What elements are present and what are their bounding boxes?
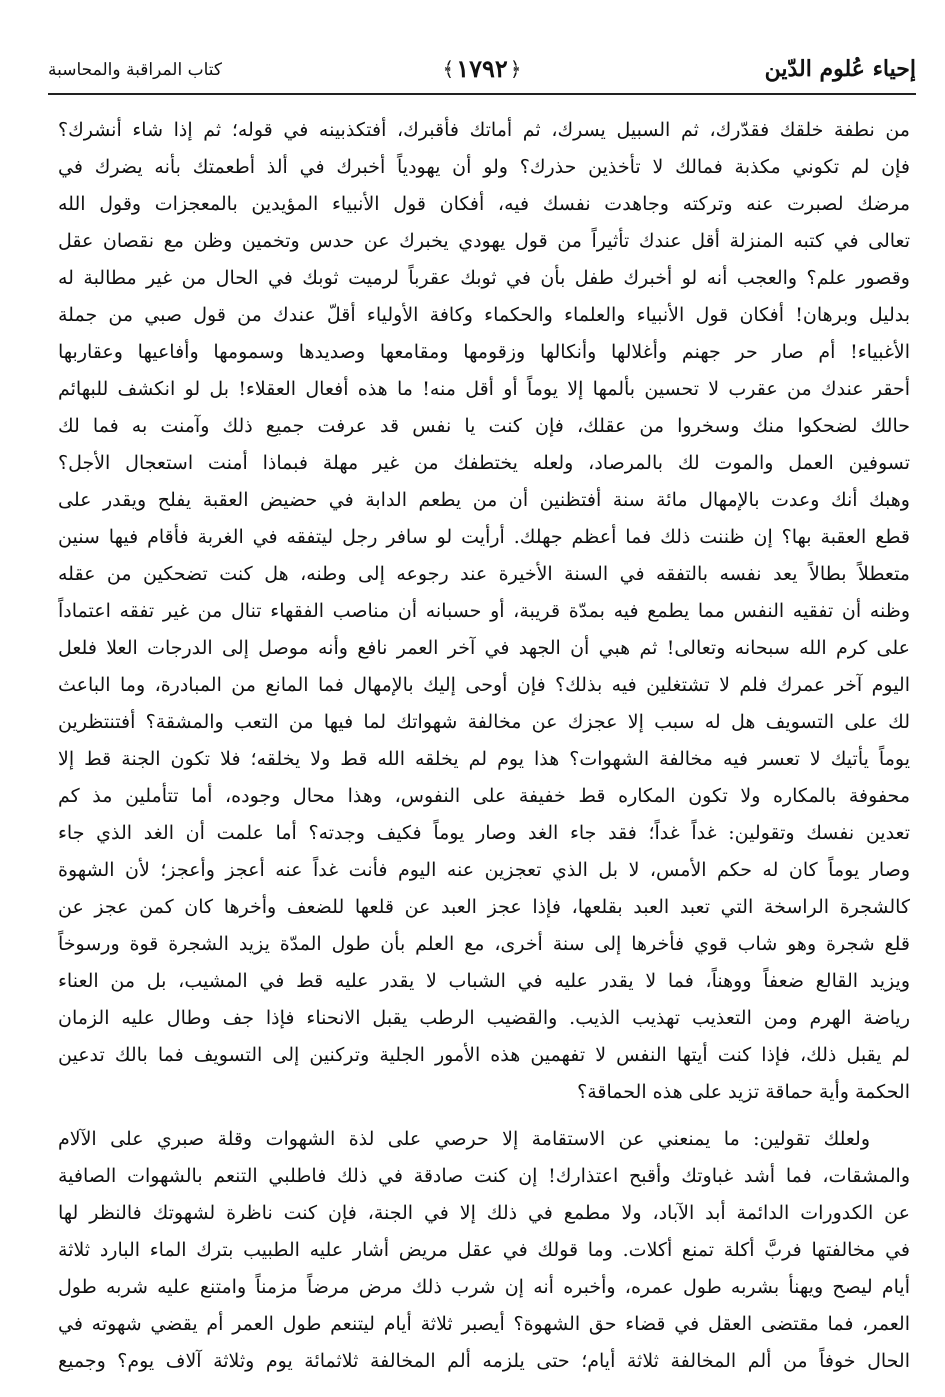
text-line: متعطلاً بطالاً يعد نفسه بالتفقه في السنة الأخيرة عند رجوعه إلى وطنه، هل كنت تضحكين من عقله (58, 563, 910, 585)
text-line: الحكمة وأية حماقة تزيد على هذه الحماقة؟ (577, 1081, 910, 1103)
text-line: أيام ليصح ويهنأ بشربه طول عمره، وأخبره أنه إن شرب ذلك مرض مرضاً مزمناً وامتنع عليه شربه طول (58, 1276, 910, 1298)
text-line: وهبك أنك وعدت بالإمهال مائة سنة أفتظنين أن من يطعم الدابة في حضيض العقبة يفلح ويقدر على (58, 489, 910, 511)
page-number: ١٧٩٢ (456, 54, 508, 83)
text-line: أحقر عندك من عقرب لا تحسين بألمها إلا يوماً أو أقل منه! ما هذه أفعال العقلاء! بل لو انكشف للبهائم (58, 378, 910, 400)
text-line: اليوم آخر عمرك فلم لا تشتغلين فيه بذلك؟ فإن أوحى إليك بالإمهال فما المانع من المبادرة، وما الباعث (58, 674, 910, 696)
header-divider (48, 93, 916, 95)
text-line: لك على التسويف هل له سبب إلا عجزك عن مخالفة شهواتك لما فيها من التعب والمشقة؟ أفتنتظرين (58, 711, 910, 733)
page-number-block (441, 54, 524, 83)
ornament-bracket-right: ﴿ (509, 57, 522, 81)
paragraph (58, 112, 910, 1111)
page-header (48, 50, 916, 94)
text-line: تسوفين العمل والموت لك بالمرصاد، ولعله يختطفك من غير مهلة فبماذا أمنت استعجال الأجل؟ (58, 452, 910, 474)
text-line: محفوفة بالمكاره ولا تكون المكاره قط خفيفة على النفوس، وهذا محال وجوده، أما تتأملين مذ كم (58, 785, 910, 807)
text-line: وظنه أن تفقيه النفس مما يطمع فيه بمدّة قريبة، أو حسبانه أن مناصب الفقهاء تنال من غير تفقه اعتماداً (58, 600, 910, 622)
text-line: مرضك لصبرت عنه وتركته وجاهدت نفسك فيه، أفكان قول الأنبياء المؤيدين بالمعجزات وقول الله (58, 193, 910, 215)
text-line: ويزيد القالع ضعفاً ووهناً، فما لا يقدر عليه في الشباب لا يقدر عليه قط في المشيب، بل من العناء (58, 970, 910, 992)
paragraph-gap (58, 1111, 910, 1121)
text-line: تعالى في كتبه المنزلة أقل عندك تأثيراً من قول يهودي يخبرك عن حدس وتخمين وظن مع نقصان عقل (58, 230, 910, 252)
text-line: فإن لم تكوني مكذبة فمالك لا تأخذين حذرك؟ ولو أن يهودياً أخبرك في ألذ أطعمتك بأنه يضرك في (58, 156, 910, 178)
text-line: رياضة الهرم ومن التعذيب تهذيب الذيب. والقضيب الرطب يقبل الانحناء فإذا جف وطال عليه الزمان (58, 1007, 910, 1029)
section-title: كتاب المراقبة والمحاسبة (48, 60, 223, 80)
text-line: ولعلك تقولين: ما يمنعني عن الاستقامة إلا حرصي على لذة الشهوات وقلة صبري على الآلام (58, 1128, 870, 1150)
paragraph (58, 1121, 910, 1380)
text-line: على كرم الله سبحانه وتعالى! ثم هبي أن الجهد في آخر العمر نافع وأنه موصل إلى الدرجات العلا فلعل (58, 637, 910, 659)
text-line: العمر، فما مقتضى العقل في قضاء حق الشهوة؟ أيصبر ثلاثة أيام ليتنعم طول العمر أم يقضي شهوته في (58, 1313, 910, 1335)
text-line: من نطفة خلقك فقدّرك، ثم السبيل يسرك، ثم أماتك فأقبرك، أفتكذبينه في قوله؛ ثم إذا شاء أنشرك؟ (58, 119, 910, 141)
text-line: في مخالفتها فربَّ أكلة تمنع أكلات. وما قولك في عقل مريض أشار عليه الطبيب بترك الماء البارد ثلاثة (58, 1239, 910, 1261)
text-line: حالك لضحكوا منك وسخروا من عقلك، فإن كنت يا نفس قد عرفت جميع ذلك وآمنت به فما لك (58, 415, 910, 437)
text-line: يوماً يأتيك لا تعسر فيه مخالفة الشهوات؟ هذا يوم لم يخلقه الله قط ولا يخلقه؛ فلا تكون الجنة قط إلا (58, 748, 910, 770)
text-line: الحال خوفاً من ألم المخالفة ثلاثة أيام؛ حتى يلزمه ألم المخالفة ثلاثمائة يوم وثلاثة آلاف يوم؟ وجميع (58, 1350, 910, 1372)
ornament-bracket-left: ﴾ (442, 57, 455, 81)
text-line: وصار يوماً كان له حكم الأمس، لا بل الذي تعجزين عنه اليوم فأنت غداً عنه أعجز وأعجز؛ لأن الشهوة (58, 859, 910, 881)
text-line: وقصور علم؟ والعجب أنه لو أخبرك طفل بأن في ثوبك عقرباً لرميت ثوبك في الحال من غير مطالبة له (58, 267, 910, 289)
text-line: كالشجرة الراسخة التي تعبد العبد بقلعها، فإذا عجز العبد عن قلعها للضعف وأخرها كان كمن عجز عن (58, 896, 910, 918)
text-line: تعدين نفسك وتقولين: غداً غداً؛ فقد جاء الغد وصار يوماً فكيف وجدته؟ أما علمت أن الغد الذي جاء (58, 822, 910, 844)
text-line: قطع العقبة بها؟ إن ظننت ذلك فما أعظم جهلك. أرأيت لو سافر رجل ليتفقه في الغربة فأقام فيها سنين (58, 526, 910, 548)
body-text (58, 112, 910, 1380)
text-line: والمشقات، فما أشد غباوتك وأقبح اعتذارك! إن كنت صادقة في ذلك فاطلبي التنعم بالشهوات الصافية (58, 1165, 910, 1187)
text-line: قلع شجرة وهو شاب قوي فأخرها إلى سنة أخرى، مع العلم بأن طول المدّة يزيد الشجرة قوة ورسوخاً (58, 933, 910, 955)
text-line: لم يقبل ذلك، فإذا كنت أيتها النفس لا تفهمين هذه الأمور الجلية وتركنين إلى التسويف فما بالك تدعين (58, 1044, 910, 1066)
book-title: إحياء عُلوم الدّين (764, 56, 916, 82)
text-line: الأغبياء! أم صار حر جهنم وأغلالها وأنكالها وزقومها ومقامعها وصديدها وسمومها وأفاعيها وعقاربها (58, 341, 910, 363)
text-line: عن الكدورات الدائمة أبد الآباد، ولا مطمع في ذلك إلا في الجنة، فإن كنت ناظرة لشهوتك فالنظر لها (58, 1202, 910, 1224)
text-line: بدليل وبرهان! أفكان قول الأنبياء والعلماء والحكماء وكافة الأولياء أقلّ عندك من قول صبي من جملة (58, 304, 910, 326)
